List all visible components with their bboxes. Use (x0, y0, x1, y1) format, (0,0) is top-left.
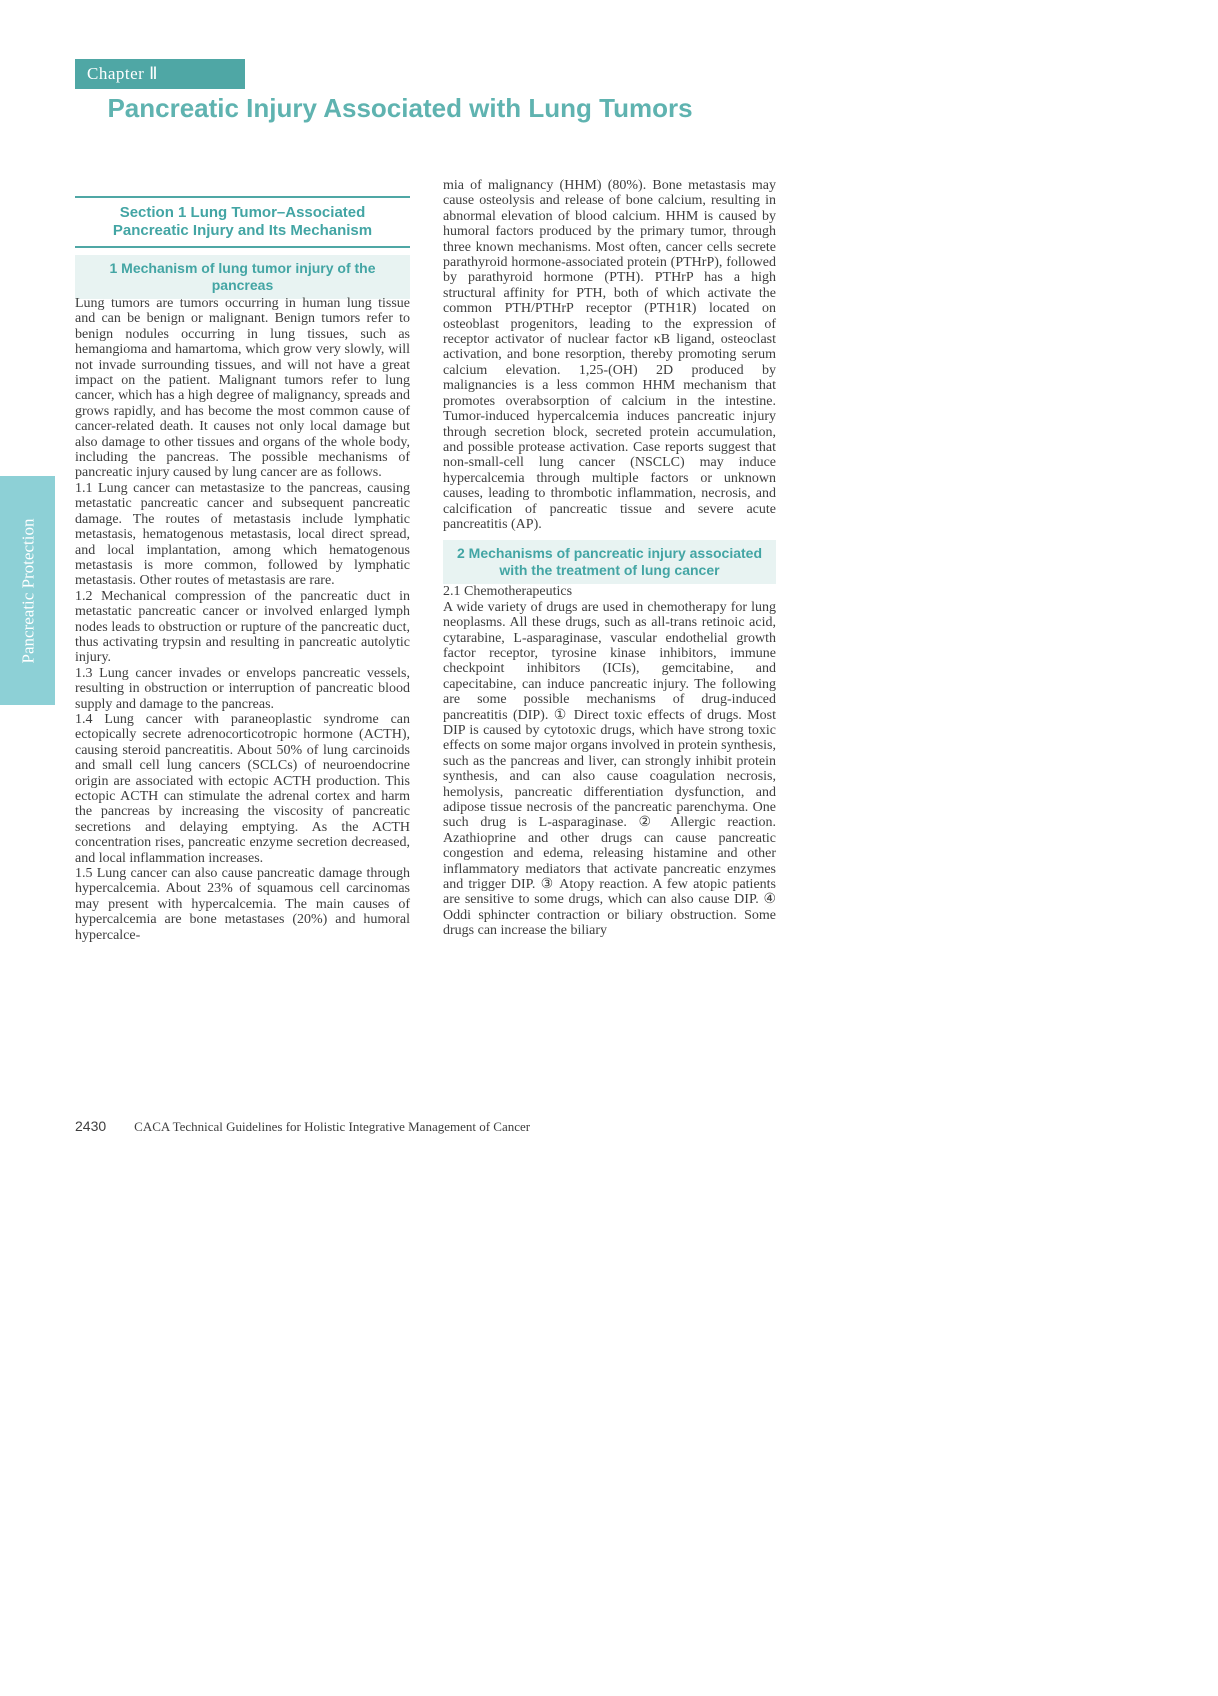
paragraph-1-4: 1.4 Lung cancer with paraneoplastic syndrome can ectopically secrete adrenocorticotropic hormone (ACTH), causing steroid pancreatitis. About 50% of lung carcinoids and small cell lung cancers (SCLCs) of neuroendocrine origin are associated with ectopic ACTH production. This ectopic ACTH can stimulate the adrenal cortex and harm the pancreas by increasing the viscosity of pancreatic secretions and delaying emptying. As the ACTH concentration rises, pancreatic enzyme secretion decreased, and local inflammation increases. (75, 711, 410, 866)
footer-title: CACA Technical Guidelines for Holistic Integrative Management of Cancer (134, 1119, 531, 1134)
chapter-label: Chapter Ⅱ (87, 64, 158, 83)
chapter-tab (75, 59, 245, 89)
subsection-2-1-heading: 2.1 Chemotherapeutics (443, 584, 573, 600)
body-right-column (443, 178, 776, 939)
subsection-2-heading: 2 Mechanisms of pancreatic injury associated with the treatment of lung cancer (443, 540, 776, 584)
body-left-column (75, 296, 410, 943)
footer (75, 1118, 735, 1135)
paragraph-intro: Lung tumors are tumors occurring in human lung tissue and can be benign or malignant. Benign tumors refer to benign nodules occurring in lung tissues, such as hemangioma and hamartoma, which grow very slowly, will not invade surrounding tissues, and will not have a great impact on the patient. Malignant tumors refer to lung cancer, which has a high degree of malignancy, spreads and grows rapidly, and has become the most common cause of cancer-related death. It causes not only local damage but also damage to other tissues and organs of the whole body, including the pancreas. The possible mechanisms of pancreatic injury caused by lung cancer are as follows. (75, 296, 410, 481)
page-number: 2430 (75, 1118, 107, 1134)
paragraph-2-1: A wide variety of drugs are used in chemotherapy for lung neoplasms. All these drugs, such as all-trans retinoic acid, cytarabine, L-asparaginase, vascular endothelial growth factor receptor, tyrosine kinase inhibitors, immune checkpoint inhibitors (ICIs), gemcitabine, and capecitabine, can induce pancreatic injury. The following are some possible mechanisms of drug-induced pancreatitis (DIP). ① Direct toxic effects of drugs. Most DIP is caused by cytotoxic drugs, which have strong toxic effects on some major organs involved in protein synthesis, such as the pancreas and liver, can strongly inhibit protein synthesis, and can also cause coagulation necrosis, hemolysis, pancreatic differentiation dysfunction, and adipose tissue necrosis of the pancreatic parenchyma. One such drug is L-asparaginase. ② Allergic reaction. Azathioprine and other drugs can cause pancreatic congestion and edema, releasing histamine and other inflammatory mediators that activate pancreatic enzymes and trigger DIP. ③ Atopy reaction. A few atopic patients are sensitive to some drugs, which can also cause DIP. ④ Oddi sphincter contraction or biliary obstruction. Some drugs can increase the biliary (443, 599, 776, 939)
section-1-heading: Section 1 Lung Tumor–Associated Pancreatic Injury and Its Mechanism (75, 196, 410, 248)
paragraph-1-1: 1.1 Lung cancer can metastasize to the pancreas, causing metastatic pancreatic cancer and subsequent pancreatic damage. The routes of metastasis include lymphatic metastasis, hematogenous metastasis, local direct spread, and local implantation, among which hematogenous metastasis is more common, followed by lymphatic metastasis. Other routes of metastasis are rare. (75, 480, 410, 589)
paragraph-1-2: 1.2 Mechanical compression of the pancreatic duct in metastatic pancreatic cancer or involved enlarged lymph nodes leads to obstruction or rupture of the pancreatic duct, thus activating trypsin and resulting in pancreatic autolytic injury. (75, 588, 410, 666)
page-title: Pancreatic Injury Associated with Lung Tumors (107, 93, 693, 123)
sidebar-tab-label: Pancreatic Protection (17, 518, 37, 663)
sidebar-tab-pancreatic-protection (0, 476, 55, 705)
paragraph-1-5: 1.5 Lung cancer can also cause pancreatic damage through hypercalcemia. About 23% of squamous cell carcinomas may present with hypercalcemia. The main causes of hypercalcemia are bone metastases (20%) and humoral hypercalce- (75, 866, 410, 943)
subsection-1-heading: 1 Mechanism of lung tumor injury of the pancreas (75, 255, 410, 299)
paragraph-1-3: 1.3 Lung cancer invades or envelops pancreatic vessels, resulting in obstruction or interruption of pancreatic blood supply and damage to the pancreas. (75, 665, 410, 712)
continuation-paragraph: mia of malignancy (HHM) (80%). Bone metastasis may cause osteolysis and release of bone calcium, resulting in abnormal elevation of blood calcium. HHM is caused by humoral factors produced by the primary tumor, through three known mechanisms. Most often, cancer cells secrete parathyroid hormone-associated protein (PTHrP), followed by parathyroid hormone (PTH). PTHrP has a high structural affinity for PTH, both of which activate the common PTH/PTHrP receptor (PTH1R) located on osteoblast progenitors, leading to the expression of receptor activator of nuclear factor κB ligand, osteoclast activation, and bone resorption, thereby promoting serum calcium elevation. 1,25-(OH) 2D produced by malignancies is a less common HHM mechanism that promotes overabsorption of calcium in the intestine. Tumor-induced hypercalcemia induces pancreatic injury through secretion block, secreted protein accumulation, and possible protease activation. Case reports suggest that non-small-cell lung cancer (NSCLC) may induce hypercalcemia through multiple factors or unknown causes, leading to thrombotic inflammation, necrosis, and calcification of pancreatic tissue and severe acute pancreatitis (AP). (443, 178, 776, 532)
